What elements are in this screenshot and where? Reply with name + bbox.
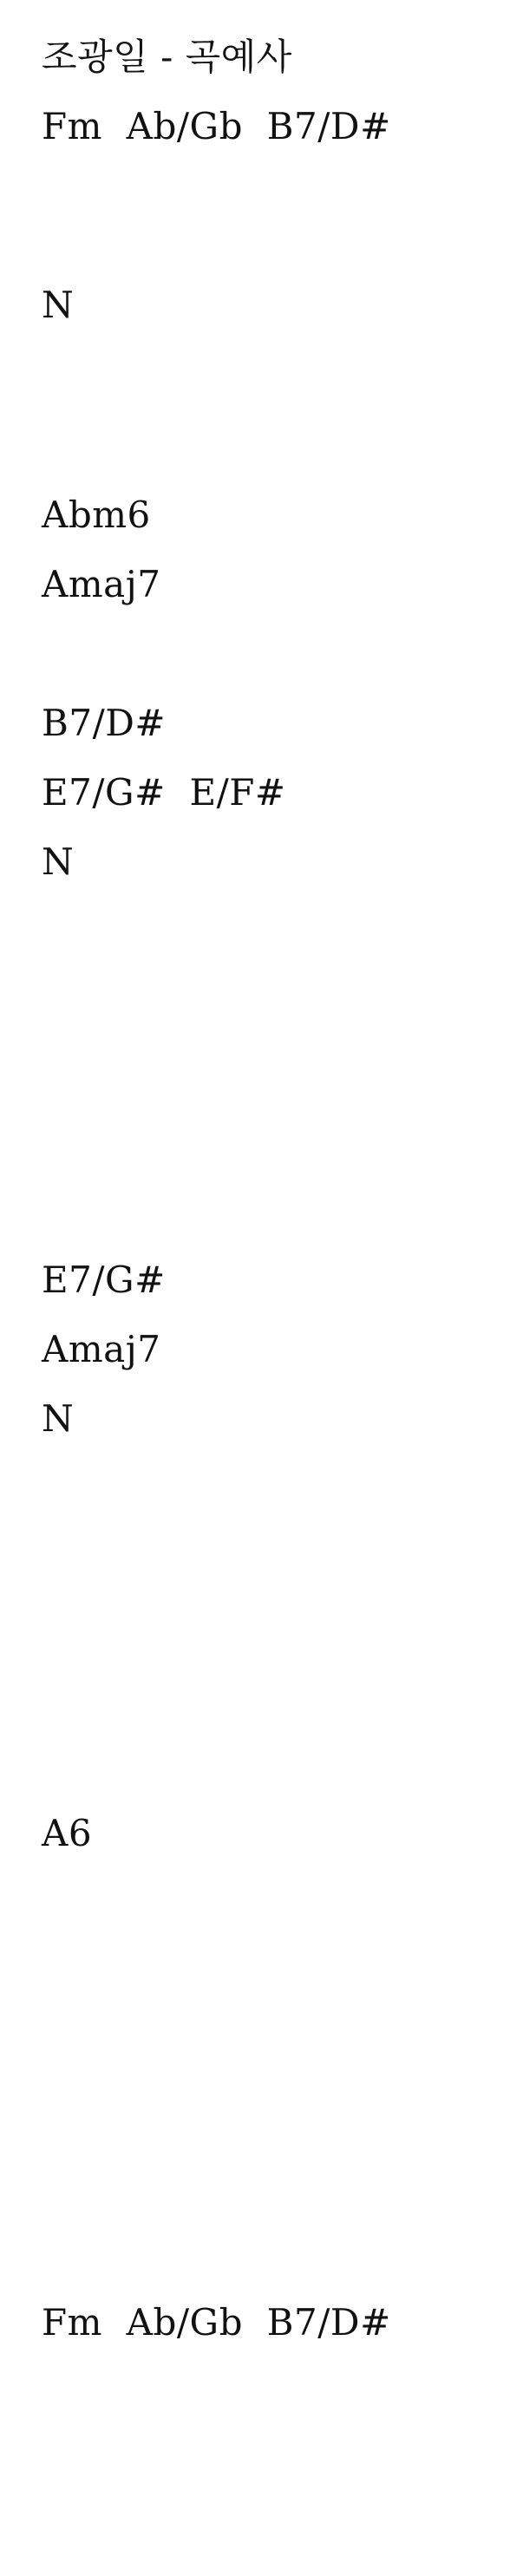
- chord-line: N: [42, 840, 75, 883]
- chord-line: Amaj7: [42, 1328, 161, 1370]
- chord-line: Fm Ab/Gb B7/D#: [42, 105, 391, 147]
- chord-line: Fm Ab/Gb B7/D#: [42, 2301, 391, 2344]
- chord-line: Amaj7: [42, 563, 161, 605]
- chord-line: N: [42, 1397, 75, 1440]
- song-title: 조광일 - 곡예사: [42, 36, 292, 78]
- chord-line: E7/G# E/F#: [42, 771, 286, 814]
- chord-line: B7/D#: [42, 702, 167, 744]
- chord-line: A6: [42, 1812, 93, 1854]
- chord-line: Abm6: [42, 494, 151, 536]
- chord-line: E7/G#: [42, 1259, 166, 1301]
- chord-line: N: [42, 284, 75, 326]
